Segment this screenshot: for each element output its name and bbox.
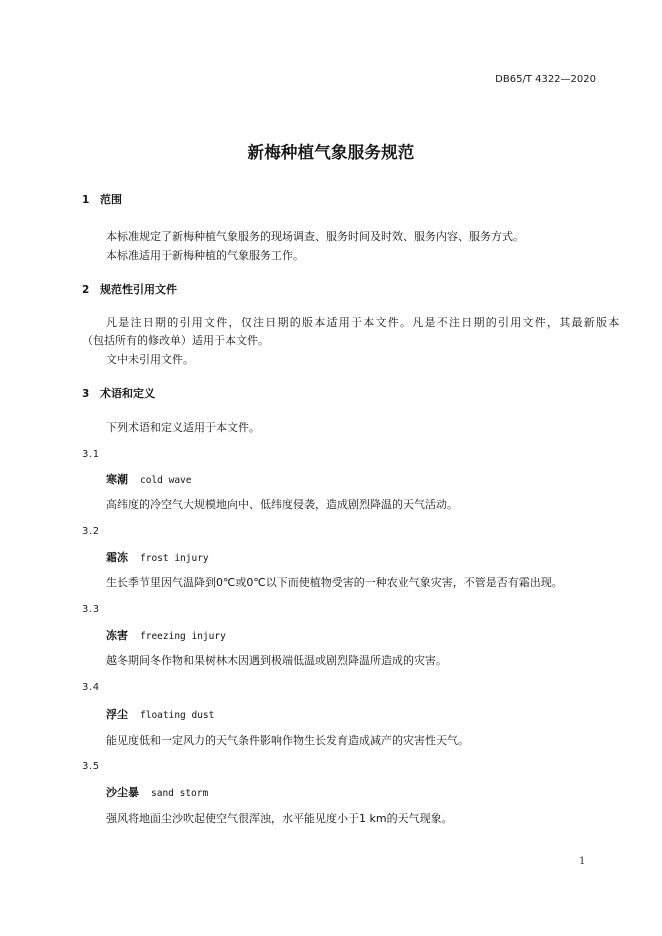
term-entry: [106, 786, 208, 801]
scope-paragraph: 本标准适用于新梅种植的气象服务工作。: [106, 249, 304, 262]
section-title: 范围: [100, 193, 122, 206]
terms-intro: 下列术语和定义适用于本文件。: [106, 421, 260, 434]
clause-number: 3.5: [82, 761, 100, 772]
page-number: 1: [579, 856, 586, 867]
references-paragraph: 文中未引用文件。: [106, 353, 194, 366]
clause-number: 3.2: [82, 526, 100, 537]
section-3-heading: [82, 387, 155, 401]
references-paragraph-line: （包括所有的修改单）适用于本文件。: [82, 334, 269, 347]
clause-number: 3.4: [82, 682, 100, 693]
term-english: freezing injury: [140, 631, 226, 642]
term-chinese: 冻害: [106, 629, 128, 642]
term-chinese: 霜冻: [106, 551, 128, 564]
document-title: 新梅种植气象服务规范: [247, 143, 415, 162]
section-number: 2: [82, 284, 90, 296]
term-entry: [106, 551, 209, 566]
term-english: sand storm: [151, 788, 209, 799]
term-definition: 强风将地面尘沙吹起使空气很浑浊，水平能见度小于1 km的天气现象。: [106, 812, 453, 825]
term-entry: [106, 708, 214, 723]
section-number: 3: [82, 388, 90, 400]
section-number: 1: [82, 194, 90, 206]
section-title: 规范性引用文件: [100, 283, 177, 296]
section-1-heading: [82, 193, 122, 207]
section-title: 术语和定义: [100, 387, 155, 400]
term-english: floating dust: [140, 710, 215, 721]
term-chinese: 浮尘: [106, 708, 128, 721]
term-definition: 高纬度的冷空气大规模地向中、低纬度侵袭，造成剧烈降温的天气活动。: [106, 498, 458, 511]
term-entry: [106, 629, 226, 644]
term-definition: 能见度低和一定风力的天气条件影响作物生长发育造成减产的灾害性天气。: [106, 734, 469, 747]
term-definition: 生长季节里因气温降到0℃或0℃以下而使植物受害的一种农业气象灾害，不管是否有霜出现。: [106, 576, 563, 589]
clause-number: 3.3: [82, 604, 100, 615]
references-paragraph-line: 凡是注日期的引用文件，仅注日期的版本适用于本文件。凡是不注日期的引用文件，其最新版本: [106, 316, 621, 329]
term-entry: [106, 473, 191, 488]
scope-paragraph: 本标准规定了新梅种植气象服务的现场调查、服务时间及时效、服务内容、服务方式。: [106, 230, 524, 243]
term-chinese: 沙尘暴: [106, 786, 139, 799]
term-english: frost injury: [140, 553, 209, 564]
term-chinese: 寒潮: [106, 473, 128, 486]
section-2-heading: [82, 283, 177, 297]
term-english: cold wave: [140, 475, 192, 486]
term-definition: 越冬期间冬作物和果树林木因遇到极端低温或剧烈降温所造成的灾害。: [106, 654, 447, 667]
clause-number: 3.1: [82, 449, 100, 460]
document-code: DB65/T 4322—2020: [495, 74, 596, 85]
